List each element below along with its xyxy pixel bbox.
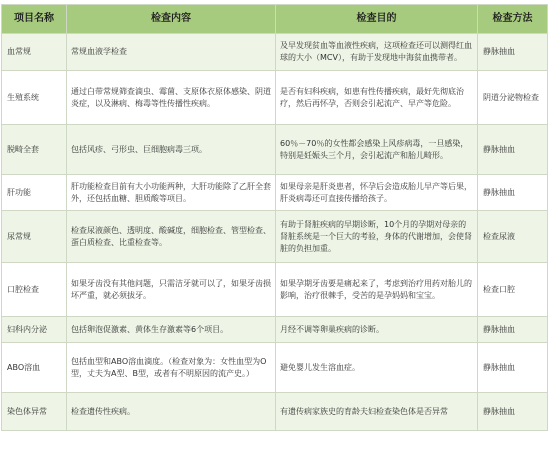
table-header-row xyxy=(2,5,548,34)
method-cell: 检查口腔 xyxy=(478,263,548,317)
prenatal-checkup-table xyxy=(1,4,548,431)
method-cell: 检查尿液 xyxy=(478,211,548,263)
table-row xyxy=(2,125,548,175)
table-row xyxy=(2,34,548,71)
method-cell: 阴道分泌物检查 xyxy=(478,71,548,125)
table-row xyxy=(2,211,548,263)
purpose-cell: 如果孕期牙齿要是痛起来了，考虑到治疗用药对胎儿的影响，治疗很棘手，受苦的是孕妈妈和宝宝。 xyxy=(276,263,478,317)
content-cell: 包括血型和ABO溶血滴度。（检查对象为：女性血型为O型，丈夫为A型、B型，或者有不明原因的流产史。） xyxy=(67,343,276,393)
content-cell: 包括卵泡促激素、黄体生存激素等6个项目。 xyxy=(67,317,276,343)
content-cell: 检查遗传性疾病。 xyxy=(67,393,276,431)
content-cell: 包括风疹、弓形虫、巨细胞病毒三项。 xyxy=(67,125,276,175)
table-row xyxy=(2,393,548,431)
content-cell: 检查尿液颜色、透明度、酸碱度，细胞检查、管型检查、蛋白质检查、比重检查等。 xyxy=(67,211,276,263)
table-row xyxy=(2,317,548,343)
content-cell: 常规血液学检查 xyxy=(67,34,276,71)
header-method: 检查方法 xyxy=(478,5,548,34)
purpose-cell: 有遗传病家族史的育龄夫妇检查染色体是否异常 xyxy=(276,393,478,431)
item-name-cell: 肝功能 xyxy=(2,175,67,211)
header-purpose: 检查目的 xyxy=(276,5,478,34)
item-name-cell: 血常规 xyxy=(2,34,67,71)
item-name-cell: 尿常规 xyxy=(2,211,67,263)
table-row xyxy=(2,175,548,211)
table-row xyxy=(2,343,548,393)
item-name-cell: 妇科内分泌 xyxy=(2,317,67,343)
purpose-cell: 如果母亲是肝炎患者，怀孕后会造成胎儿早产等后果，肝炎病毒还可直接传播给孩子。 xyxy=(276,175,478,211)
purpose-cell: 避免婴儿发生溶血症。 xyxy=(276,343,478,393)
content-cell: 如果牙齿没有其他问题，只需洁牙就可以了，如果牙齿损坏严重，就必须拔牙。 xyxy=(67,263,276,317)
purpose-cell: 有助于肾脏疾病的早期诊断，10个月的孕期对母亲的肾脏系统是一个巨大的考验，身体的代谢增加，会使肾脏的负担加重。 xyxy=(276,211,478,263)
item-name-cell: 脱畸全套 xyxy=(2,125,67,175)
method-cell: 静脉抽血 xyxy=(478,34,548,71)
item-name-cell: 生殖系统 xyxy=(2,71,67,125)
item-name-cell: ABO溶血 xyxy=(2,343,67,393)
purpose-cell: 60％－70％的女性都会感染上风疹病毒，一旦感染，特别是妊娠头三个月，会引起流产和胎儿畸形。 xyxy=(276,125,478,175)
content-cell: 通过白带常规筛查滴虫、霉菌、支原体衣原体感染、阴道炎症，以及淋病、梅毒等性传播性疾病。 xyxy=(67,71,276,125)
purpose-cell: 及早发现贫血等血液性疾病，这项检查还可以测得红血球的大小（MCV），有助于发现地中海贫血携带者。 xyxy=(276,34,478,71)
item-name-cell: 染色体异常 xyxy=(2,393,67,431)
header-content: 检查内容 xyxy=(67,5,276,34)
item-name-cell: 口腔检查 xyxy=(2,263,67,317)
method-cell: 静脉抽血 xyxy=(478,125,548,175)
method-cell: 静脉抽血 xyxy=(478,317,548,343)
content-cell: 肝功能检查目前有大小功能两种，大肝功能除了乙肝全套外，还包括血糖、胆质酸等项目。 xyxy=(67,175,276,211)
table-row xyxy=(2,71,548,125)
method-cell: 静脉抽血 xyxy=(478,175,548,211)
method-cell: 静脉抽血 xyxy=(478,343,548,393)
purpose-cell: 月经不调等卵巢疾病的诊断。 xyxy=(276,317,478,343)
purpose-cell: 是否有妇科疾病，如患有性传播疾病，最好先彻底治疗，然后再怀孕，否则会引起流产、早产等危险。 xyxy=(276,71,478,125)
header-item-name: 项目名称 xyxy=(2,5,67,34)
method-cell: 静脉抽血 xyxy=(478,393,548,431)
table-row xyxy=(2,263,548,317)
